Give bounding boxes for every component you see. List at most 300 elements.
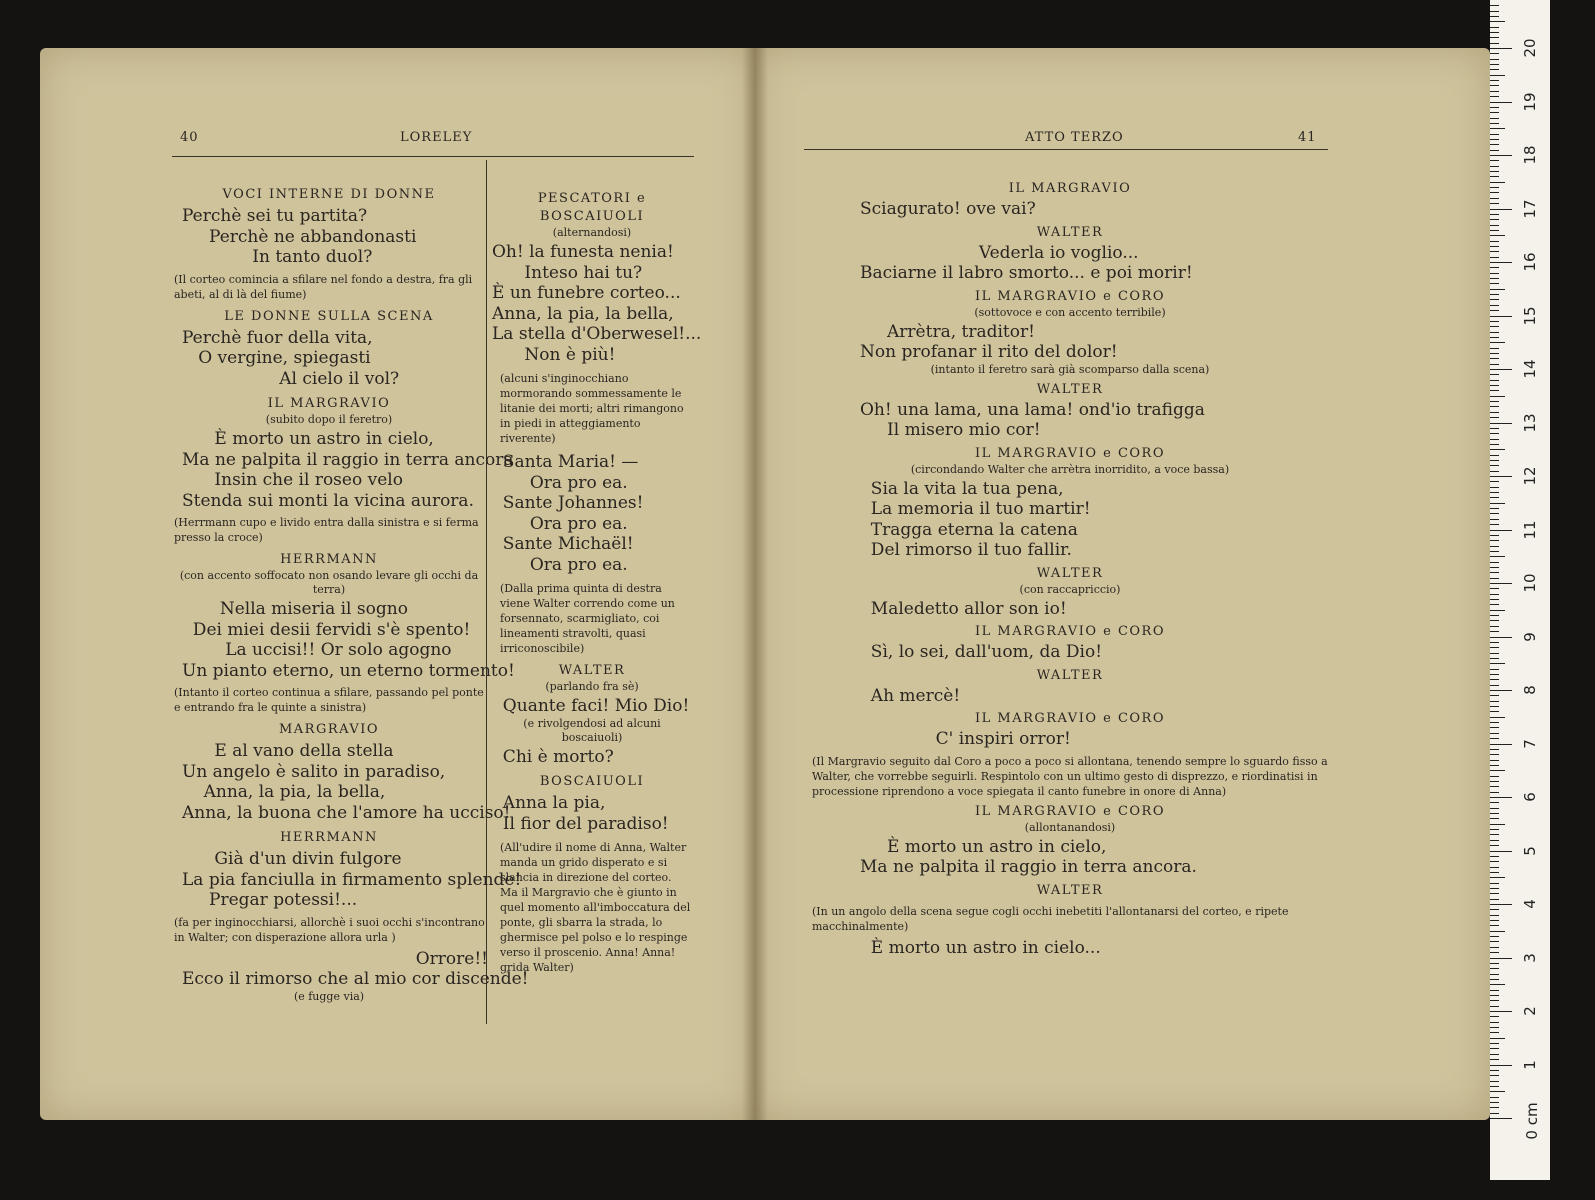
verse-line: Santa Maria! —: [492, 452, 639, 472]
ruler-tick: [1490, 856, 1499, 857]
verse-line: Il fior del paradiso!: [492, 813, 669, 834]
verse-line: Ah mercè!: [860, 685, 961, 706]
stage-direction: (con raccapriccio): [1019, 582, 1121, 596]
verse-line: Quante faci! Mio Dio!: [492, 696, 690, 716]
ruler-number: 15: [1521, 305, 1539, 326]
verse-line: Ma ne palpita il raggio in terra ancora: [182, 449, 514, 470]
ruler-tick: [1490, 369, 1512, 370]
verse-block: [492, 793, 692, 834]
ruler-tick: [1490, 1113, 1499, 1114]
ruler-tick: [1490, 1065, 1512, 1066]
ruler-tick: [1490, 80, 1499, 81]
ruler-tick: [1490, 690, 1512, 691]
verse-line: Vederla io voglio...: [860, 242, 1139, 263]
speaker-name: IL MARGRAVIO: [267, 396, 391, 411]
verse-line: Anna la pia,: [492, 793, 606, 813]
verse-line: La memoria il tuo martir!: [860, 499, 1091, 519]
ruler-tick: [1490, 203, 1499, 204]
verse-block: [812, 686, 1328, 707]
ruler-tick: [1490, 5, 1499, 6]
ruler-tick: [1490, 423, 1512, 424]
verse-line: Anna, la pia, la bella,: [492, 303, 674, 324]
ruler-tick: [1490, 401, 1499, 402]
ruler-tick: [1490, 642, 1499, 643]
left-page-number: 40: [180, 130, 199, 145]
ruler-tick: [1490, 620, 1499, 621]
speaker-name: WALTER: [1036, 224, 1104, 240]
ruler-number: 18: [1521, 145, 1539, 165]
verse-line: Ora pro ea.: [492, 472, 628, 493]
ruler-number: 6: [1521, 792, 1539, 802]
ruler-tick: [1490, 321, 1499, 322]
ruler-tick: [1490, 572, 1499, 573]
ruler-number: 11: [1521, 519, 1539, 540]
ruler-tick: [1490, 663, 1505, 664]
speaker-name: WALTER: [1036, 381, 1104, 397]
ruler-tick: [1490, 465, 1499, 466]
verse-line: È morto un astro in cielo...: [860, 937, 1101, 958]
stage-direction: (Herrmann cupo e livido entra dalla sinistra e si ferma presso la croce): [174, 516, 479, 544]
ruler-tick: [1490, 460, 1499, 461]
verse-block: [492, 452, 692, 575]
ruler-tick: [1490, 283, 1499, 284]
ruler-tick: [1490, 342, 1505, 343]
ruler-tick: [1490, 562, 1499, 563]
ruler-tick: [1490, 449, 1505, 450]
verse-line: Ecco il rimorso che al mio cor discende!: [182, 969, 529, 989]
verse-block: [812, 599, 1328, 620]
ruler-tick: [1490, 444, 1499, 445]
verse-line: Non profanar il rito del dolor!: [860, 342, 1118, 362]
ruler-tick: [1490, 176, 1499, 177]
ruler-tick: [1490, 209, 1512, 210]
ruler-tick: [1490, 187, 1499, 188]
ruler-tick: [1490, 230, 1499, 231]
ruler-tick: [1490, 979, 1499, 980]
ruler-tick: [1490, 556, 1505, 557]
verse-line: Sciagurato! ove vai?: [860, 199, 1036, 219]
ruler-tick: [1490, 637, 1512, 638]
stage-direction: (e fugge via): [293, 989, 365, 1003]
ruler-tick: [1490, 37, 1499, 38]
ruler-tick: [1490, 385, 1499, 386]
ruler-tick: [1490, 1091, 1505, 1092]
ruler-tick: [1490, 845, 1499, 846]
ruler-tick: [1490, 540, 1499, 541]
ruler-tick: [1490, 530, 1512, 531]
ruler-tick: [1490, 53, 1499, 54]
ruler-tick: [1490, 968, 1499, 969]
ruler-tick: [1490, 770, 1505, 771]
ruler-tick: [1490, 733, 1499, 734]
verse-line: La pia fanciulla in firmamento splende!: [182, 869, 522, 890]
verse-line: È morto un astro in cielo,: [182, 429, 434, 449]
verse-line: Perchè sei tu partita?: [182, 206, 368, 226]
ruler-tick: [1490, 112, 1499, 113]
ruler-tick: [1490, 278, 1499, 279]
ruler-tick: [1490, 144, 1499, 145]
ruler-tick: [1490, 390, 1499, 391]
ruler-tick: [1490, 289, 1505, 290]
ruler-tick: [1490, 412, 1499, 413]
ruler-number: 5: [1521, 845, 1539, 856]
ruler-number: 17: [1521, 198, 1539, 219]
ruler-tick: [1490, 1022, 1499, 1023]
verse-block: [812, 479, 1328, 561]
ruler-tick: [1490, 706, 1499, 707]
verse-block: [170, 948, 529, 990]
ruler-tick: [1490, 417, 1499, 418]
verse-line: Il misero mio cor!: [860, 420, 1041, 440]
verse-line: Sì, lo sei, dall'uom, da Dio!: [860, 642, 1103, 662]
verse-line: Anna, la buona che l'amore ha ucciso!: [182, 802, 511, 823]
ruler-tick: [1490, 27, 1499, 28]
speaker-name: IL MARGRAVIO e CORO: [975, 288, 1165, 304]
ruler-tick: [1490, 551, 1499, 552]
speaker-name: WALTER: [1036, 882, 1104, 898]
speaker-name: PESCATORI e BOSCAIUOLI: [537, 191, 647, 224]
ruler-tick: [1490, 578, 1499, 579]
verse-block: [812, 243, 1328, 284]
ruler-tick: [1490, 69, 1499, 70]
verse-block: [812, 938, 1328, 959]
ruler-tick: [1490, 701, 1499, 702]
ruler-number: 9: [1521, 631, 1539, 642]
ruler-tick: [1490, 219, 1499, 220]
ruler-tick: [1490, 64, 1499, 65]
ruler-tick: [1490, 182, 1505, 183]
verse-line: In tanto duol?: [182, 247, 373, 267]
verse-line: Un pianto eterno, un eterno tormento!: [182, 660, 515, 681]
ruler-tick: [1490, 792, 1499, 793]
ruler-tick: [1490, 380, 1499, 381]
ruler-tick: [1490, 91, 1499, 92]
ruler-tick: [1490, 1016, 1499, 1017]
speaker-name: IL MARGRAVIO e CORO: [975, 803, 1165, 819]
ruler-tick: [1490, 802, 1499, 803]
verse-line: Insin che il roseo velo: [182, 470, 403, 490]
ruler-tick: [1490, 508, 1499, 509]
ruler-tick: [1490, 160, 1499, 161]
ruler-tick: [1490, 717, 1505, 718]
stage-direction: (con accento soffocato non osando levare gli occhi da terra): [179, 569, 479, 596]
ruler-tick: [1490, 166, 1499, 167]
ruler-tick: [1490, 310, 1499, 311]
verse-line: Sia la vita la tua pena,: [860, 478, 1064, 499]
verse-line: Inteso hai tu?: [492, 262, 643, 283]
ruler-tick: [1490, 765, 1499, 766]
verse-line: Perchè ne abbandonasti: [182, 226, 417, 247]
speaker-name: WALTER: [558, 663, 626, 678]
ruler-tick: [1490, 406, 1499, 407]
verse-line: Già d'un divin fulgore: [182, 849, 402, 869]
ruler-tick: [1490, 727, 1499, 728]
ruler-tick: [1490, 85, 1499, 86]
verse-line: Sante Johannes!: [492, 493, 644, 513]
ruler-number: 2: [1521, 1006, 1539, 1016]
ruler-number: 12: [1521, 466, 1539, 486]
verse-line: Arrètra, traditor!: [860, 321, 1035, 342]
ruler-tick: [1490, 332, 1499, 333]
ruler-tick: [1490, 872, 1499, 873]
verse-block: [492, 242, 702, 365]
ruler-tick: [1490, 834, 1499, 835]
ruler-tick: [1490, 1059, 1499, 1060]
ruler-tick: [1490, 958, 1512, 959]
ruler-number: 19: [1521, 91, 1539, 112]
verse-line: È morto un astro in cielo,: [860, 836, 1107, 857]
ruler-tick: [1490, 171, 1499, 172]
stage-direction: (subito dopo il feretro): [265, 413, 393, 426]
speaker-name: BOSCAIUOLI: [539, 774, 645, 789]
ruler-tick: [1490, 128, 1505, 129]
ruler-tick: [1490, 358, 1499, 359]
ruler-tick: [1490, 102, 1512, 103]
ruler-tick: [1490, 487, 1499, 488]
ruler-tick: [1490, 267, 1499, 268]
ruler-tick: [1490, 947, 1499, 948]
ruler-tick: [1490, 519, 1499, 520]
verse-block: [812, 322, 1328, 363]
verse-block: [170, 741, 511, 823]
right-header-rule: [804, 149, 1328, 150]
ruler-number: 20: [1521, 38, 1539, 58]
ruler-tick: [1490, 583, 1512, 584]
verse-block: [812, 199, 1328, 220]
ruler-tick: [1490, 316, 1512, 317]
ruler-tick: [1490, 476, 1512, 477]
ruler-tick: [1490, 75, 1505, 76]
verse-block: [812, 837, 1328, 878]
ruler-tick: [1490, 198, 1499, 199]
ruler-number: 3: [1521, 952, 1539, 963]
verse-block: [170, 599, 515, 681]
ruler-tick: [1490, 299, 1499, 300]
ruler-tick: [1490, 492, 1499, 493]
ruler-tick: [1490, 974, 1499, 975]
stage-direction: (sottovoce e con accento terribile): [974, 305, 1166, 319]
ruler-tick: [1490, 653, 1499, 654]
ruler-tick: [1490, 96, 1499, 97]
verse-line: E al vano della stella: [182, 741, 394, 761]
ruler-tick: [1490, 658, 1499, 659]
ruler-number: 10: [1521, 573, 1539, 593]
ruler-tick: [1490, 1075, 1499, 1076]
ruler-tick: [1490, 867, 1499, 868]
ruler-tick: [1490, 257, 1499, 258]
measuring-ruler: [1490, 0, 1550, 1180]
ruler-tick: [1490, 374, 1499, 375]
ruler-tick: [1490, 818, 1499, 819]
ruler-tick: [1490, 899, 1499, 900]
ruler-tick: [1490, 1070, 1499, 1071]
ruler-tick: [1490, 963, 1499, 964]
verse-line: Ma ne palpita il raggio in terra ancora.: [860, 857, 1197, 877]
right-running-title: ATTO TERZO: [1025, 130, 1124, 145]
stage-direction: (In un angolo della scena segue cogli occhi inebetiti l'allontanarsi del corteo, e ripete macchinalmente): [812, 904, 1289, 933]
ruler-tick: [1490, 744, 1512, 745]
stage-direction: (fa per inginocchiarsi, allorchè i suoi occhi s'incontrano in Walter; con disperazione allora urla ): [174, 915, 485, 944]
ruler-tick: [1490, 888, 1499, 889]
ruler-tick: [1490, 1054, 1499, 1055]
ruler-number: 7: [1521, 738, 1539, 749]
speaker-name: IL MARGRAVIO e CORO: [975, 445, 1165, 461]
verse-line: Oh! una lama, una lama! ond'io trafigga: [860, 399, 1205, 420]
ruler-tick: [1490, 851, 1512, 852]
ruler-tick: [1490, 497, 1499, 498]
book-gutter: [742, 48, 768, 1120]
left-running-title: LORELEY: [400, 130, 473, 145]
verse-block: [492, 747, 692, 768]
verse-line: Dei miei desii fervidi s'è spento!: [182, 619, 471, 640]
ruler-tick: [1490, 1086, 1499, 1087]
ruler-tick: [1490, 776, 1499, 777]
verse-line: Un angelo è salito in paradiso,: [182, 761, 446, 782]
ruler-tick: [1490, 674, 1499, 675]
ruler-number: 4: [1521, 899, 1539, 909]
ruler-tick: [1490, 396, 1505, 397]
ruler-tick: [1490, 294, 1499, 295]
stage-direction: (All'udire il nome di Anna, Walter manda un grido disperato e si slancia in direzione del corteo. Ma il Margravio che è giunto in quel momento all'imboccatura del ponte, gli sbarra la strada, lo ghermisce pel polso e lo respinge verso il proscenio. Anna! Anna! grida Walter): [500, 841, 691, 974]
verse-line: C' inspiri orror!: [860, 729, 1071, 749]
left-header-rule: [172, 156, 694, 157]
ruler-tick: [1490, 305, 1499, 306]
ruler-tick: [1490, 481, 1499, 482]
ruler-tick: [1490, 433, 1499, 434]
ruler-tick: [1490, 225, 1499, 226]
ruler-tick: [1490, 1027, 1499, 1028]
ruler-tick: [1490, 123, 1499, 124]
ruler-tick: [1490, 647, 1499, 648]
ruler-tick: [1490, 155, 1512, 156]
verse-line: Sante Michaël!: [492, 534, 634, 554]
ruler-tick: [1490, 59, 1499, 60]
ruler-tick: [1490, 21, 1505, 22]
speaker-name: MARGRAVIO: [278, 722, 380, 737]
verse-block: [170, 849, 522, 911]
ruler-tick: [1490, 909, 1499, 910]
ruler-tick: [1490, 428, 1499, 429]
speaker-name: IL MARGRAVIO: [1008, 181, 1132, 196]
ruler-tick: [1490, 925, 1499, 926]
ruler-tick: [1490, 214, 1499, 215]
verse-line: Oh! la funesta nenia!: [492, 242, 674, 262]
ruler-tick: [1490, 604, 1499, 605]
stage-direction: (Dalla prima quinta di destra viene Walter correndo come un forsennato, scarmigliato, coi lineamenti stravolti, quasi irriconoscibile): [500, 582, 675, 655]
ruler-tick: [1490, 1006, 1499, 1007]
ruler-tick: [1490, 588, 1499, 589]
stage-direction: (e rivolgendosi ad alcuni boscaiuoli): [523, 716, 661, 744]
ruler-number: 8: [1521, 685, 1539, 695]
verse-block: [812, 729, 1328, 750]
ruler-tick: [1490, 626, 1499, 627]
ruler-tick: [1490, 920, 1499, 921]
verse-line: La uccisi!! Or solo agogno: [182, 640, 452, 660]
ruler-number: 13: [1521, 412, 1539, 433]
ruler-tick: [1490, 1043, 1499, 1044]
ruler-tick: [1490, 439, 1499, 440]
ruler-tick: [1490, 326, 1499, 327]
ruler-tick: [1490, 11, 1499, 12]
ruler-tick: [1490, 43, 1499, 44]
ruler-tick: [1490, 808, 1499, 809]
ruler-tick: [1490, 760, 1499, 761]
ruler-tick: [1490, 749, 1499, 750]
ruler-tick: [1490, 797, 1512, 798]
verse-line: Tragga eterna la catena: [860, 519, 1078, 540]
stage-direction: (circondando Walter che arrètra inorridito, a voce bassa): [910, 462, 1230, 476]
ruler-tick: [1490, 781, 1499, 782]
speaker-name: HERRMANN: [280, 830, 378, 845]
ruler-tick: [1490, 829, 1499, 830]
verse-block: [170, 328, 488, 390]
stage-direction: (Il corteo comincia a sfilare nel fondo a destra, fra gli abeti, al di là del fiume): [174, 272, 473, 301]
verse-line: Perchè fuor della vita,: [182, 327, 373, 348]
ruler-tick: [1490, 567, 1499, 568]
ruler-tick: [1490, 877, 1505, 878]
ruler-tick: [1490, 599, 1499, 600]
ruler-tick: [1490, 1048, 1499, 1049]
verse-line: O vergine, spiegasti: [182, 348, 371, 368]
verse-line: Non è più!: [492, 344, 616, 365]
ruler-tick: [1490, 738, 1499, 739]
ruler-tick: [1490, 503, 1505, 504]
ruler-tick: [1490, 1118, 1512, 1119]
verse-block: [170, 206, 488, 268]
ruler-tick: [1490, 192, 1499, 193]
left-column-1: [170, 180, 529, 1006]
ruler-tick: [1490, 471, 1499, 472]
ruler-tick: [1490, 1032, 1499, 1033]
ruler-tick: [1490, 904, 1512, 905]
ruler-tick: [1490, 107, 1499, 108]
ruler-tick: [1490, 235, 1505, 236]
speaker-name: WALTER: [1036, 565, 1104, 581]
ruler-tick: [1490, 669, 1499, 670]
ruler-tick: [1490, 695, 1499, 696]
ruler-tick: [1490, 610, 1505, 611]
ruler-tick: [1490, 513, 1499, 514]
ruler-tick: [1490, 786, 1499, 787]
ruler-tick: [1490, 685, 1499, 686]
stage-direction: (Intanto il corteo continua a sfilare, passando pel ponte e entrando fra le quinte a sinistra): [174, 686, 484, 714]
speaker-name: LE DONNE SULLA SCENA: [224, 308, 434, 324]
ruler-tick: [1490, 524, 1499, 525]
verse-line: Maledetto allor son io!: [860, 598, 1067, 619]
ruler-tick: [1490, 1107, 1499, 1108]
ruler-tick: [1490, 134, 1499, 135]
stage-direction: (alcuni s'inginocchiano mormorando sommessamente le litanie dei morti; altri rimangono in piedi in atteggiamento riverente): [500, 372, 684, 445]
ruler-tick: [1490, 631, 1499, 632]
ruler-tick: [1490, 48, 1512, 49]
ruler-tick: [1490, 990, 1499, 991]
verse-line: Stenda sui monti la vicina aurora.: [182, 490, 474, 511]
verse-line: Orrore!!: [415, 948, 488, 969]
stage-direction: (parlando fra sè): [545, 680, 639, 693]
ruler-number: 1: [1521, 1059, 1539, 1070]
ruler-tick: [1490, 262, 1512, 263]
verse-line: È un funebre corteo...: [492, 283, 681, 303]
speaker-name: IL MARGRAVIO e CORO: [975, 624, 1165, 639]
ruler-tick: [1490, 1011, 1512, 1012]
verse-line: Nella miseria il sogno: [182, 599, 408, 619]
right-column: [812, 176, 1328, 958]
verse-line: Chi è morto?: [492, 746, 614, 767]
ruler-tick: [1490, 1000, 1499, 1001]
verse-line: Anna, la pia, la bella,: [182, 782, 386, 802]
ruler-tick: [1490, 931, 1505, 932]
verse-line: Pregar potessi!...: [182, 890, 358, 910]
